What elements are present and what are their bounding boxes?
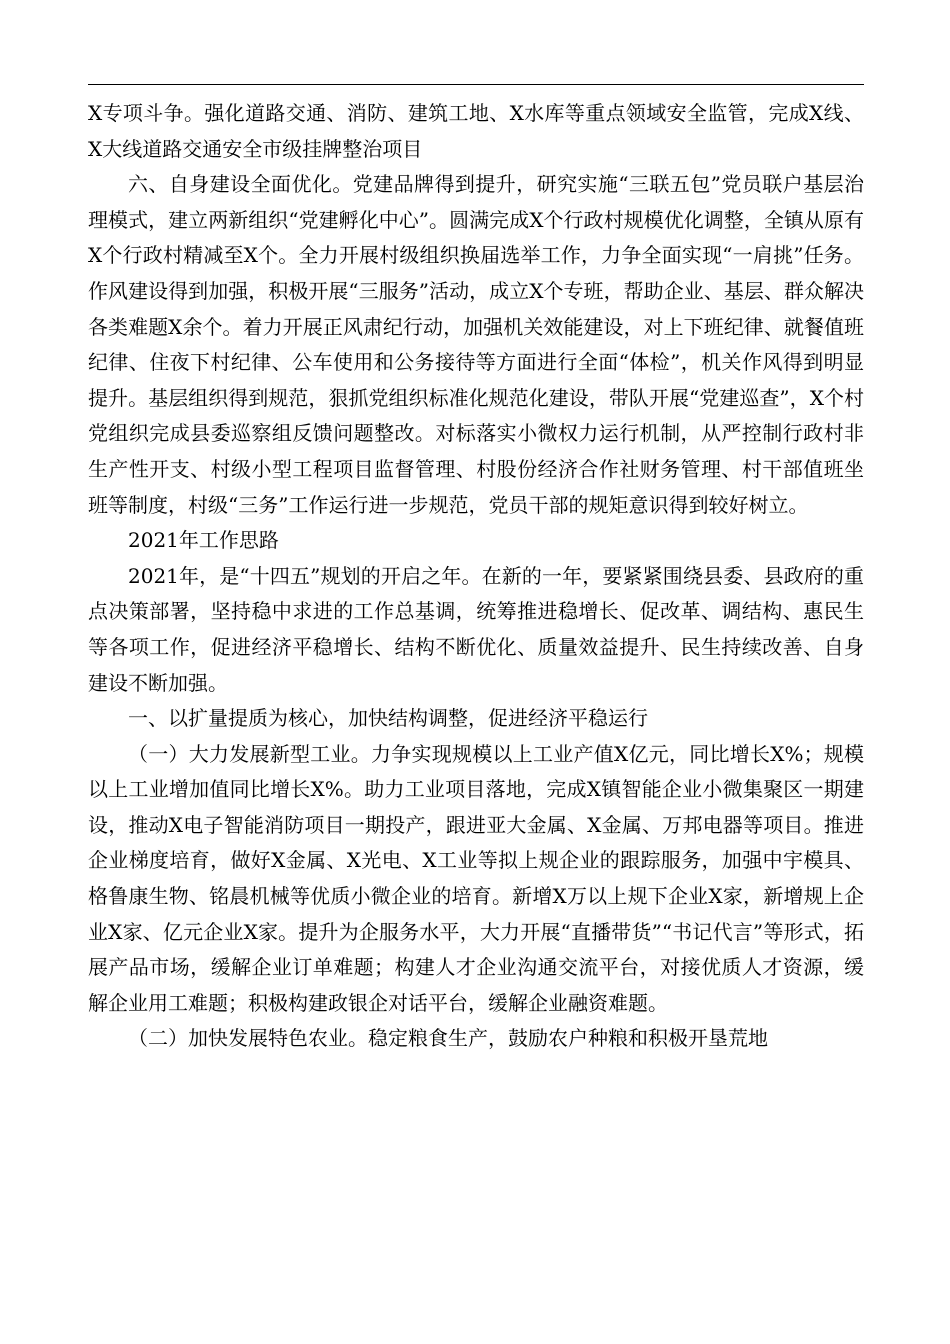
paragraph-section-six: 六、自身建设全面优化。党建品牌得到提升，研究实施“三联五包”党员联户基层治理模式，建立两新组织“党建孵化中心”。圆满完成X个行政村规模优化调整，全镇从原有X个行政村精减至X个。全力开展村级组织换届选举工作，力争全面实现“一肩挑”任务。作风建设得到加强，积极开展“三服务”活动，成立X个专班，帮助企业、基层、群众解决各类难题X余个。着力开展正风肃纪行动，加强机关效能建设，对上下班纪律、就餐值班纪律、住夜下村纪律、公车使用和公务接待等方面进行全面“体检”，机关作风得到明显提升。基层组织得到规范，狠抓党组织标准化规范化建设，带队开展“党建巡查”，X个村党组织完成县委巡察组反馈问题整改。对标落实小微权力运行机制，从严控制行政村非生产性开支、村级小型工程项目监督管理、村股份经济合作社财务管理、村干部值班坐班等制度，村级“三务”工作运行进一步规范，党员干部的规矩意识得到较好树立。 xyxy=(88,172,864,517)
paragraph-intro-2021: 2021年，是“十四五”规划的开启之年。在新的一年，要紧紧围绕县委、县政府的重点决策部署，坚持稳中求进的工作总基调，统筹推进稳增长、促改革、调结构、惠民生等各项工作，促进经济平稳增长、结构不断优化、质量效益提升、民生持续改善、自身建设不断加强。 xyxy=(88,563,864,695)
paragraph-agriculture: （二）加快发展特色农业。稳定粮食生产，鼓励农户种粮和积极开垦荒地 xyxy=(128,1026,768,1051)
document-body xyxy=(88,96,864,1057)
section-heading-2021: 2021年工作思路 xyxy=(128,528,279,553)
paragraph-industry: （一）大力发展新型工业。力争实现规模以上工业产值X亿元，同比增长X%；规模以上工业增加值同比增长X%。助力工业项目落地，完成X镇智能企业小微集聚区一期建设，推动X电子智能消防项目一期投产，跟进亚大金属、X金属、万邦电器等项目。推进企业梯度培育，做好X金属、X光电、X工业等拟上规企业的跟踪服务，加强中宇模具、格鲁康生物、铭晨机械等优质小微企业的培育。新增X万以上规下企业X家，新增规上企业X家、亿元企业X家。提升为企服务水平，大力开展“直播带货”“书记代言”等形式，拓展产品市场，缓解企业订单难题；构建人才企业沟通交流平台，对接优质人才资源，缓解企业用工难题；积极构建政银企对话平台，缓解企业融资难题。 xyxy=(88,741,864,1015)
header-rule xyxy=(88,84,864,85)
subheading-one: 一、以扩量提质为核心，加快结构调整，促进经济平稳运行 xyxy=(128,706,648,731)
paragraph-continuation: X专项斗争。强化道路交通、消防、建筑工地、X水库等重点领域安全监管，完成X线、X大线道路交通安全市级挂牌整治项目 xyxy=(88,101,864,161)
